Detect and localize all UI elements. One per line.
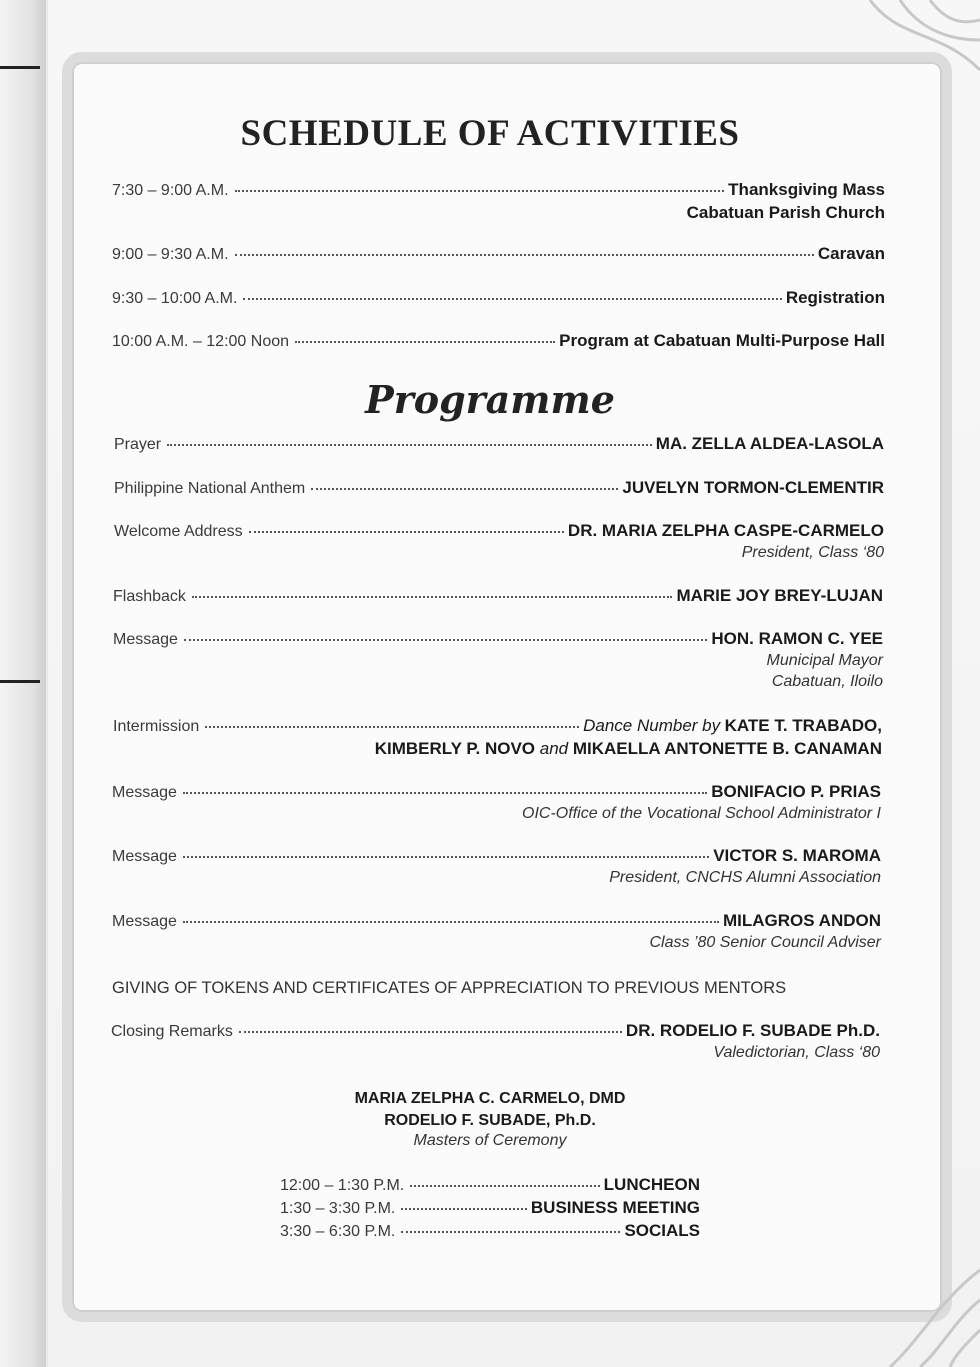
schedule-item <box>112 180 885 223</box>
leader-dots <box>311 488 618 490</box>
person-role: Cabatuan, Iloilo <box>771 673 883 690</box>
person-name: MARIE JOY BREY-LUJAN <box>676 586 883 605</box>
activity-detail: Cabatuan Parish Church <box>686 203 885 222</box>
tokens-line: GIVING OF TOKENS AND CERTIFICATES OF APPRECIATION TO PREVIOUS MENTORS <box>112 979 787 997</box>
leader-dots <box>239 1031 622 1033</box>
schedule-item <box>112 331 885 351</box>
person-name: KIMBERLY P. NOVO <box>374 739 536 758</box>
programme-heading: Programme <box>365 377 615 422</box>
person-name: BONIFACIO P. PRIAS <box>711 782 881 801</box>
part-label: Welcome Address <box>114 523 243 540</box>
time-label: 10:00 A.M. – 12:00 Noon <box>112 333 290 350</box>
person-name: DR. RODELIO F. SUBADE Ph.D. <box>625 1021 880 1040</box>
leader-dots <box>183 921 719 923</box>
programme-item <box>113 716 882 759</box>
person-name: MIKAELLA ANTONETTE B. CANAMAN <box>572 739 882 758</box>
mc-name: RODELIO F. SUBADE, Ph.D. <box>384 1112 596 1129</box>
leader-dots <box>167 444 652 446</box>
corner-swirl-icon <box>860 0 980 110</box>
person-name: JUVELYN TORMON-CLEMENTIR <box>622 478 884 497</box>
spine-mark <box>0 680 40 683</box>
person-name: MA. ZELLA ALDEA-LASOLA <box>655 434 884 453</box>
masters-of-ceremony <box>0 1088 980 1150</box>
activity-name: Caravan <box>817 244 885 263</box>
leader-dots <box>249 531 564 533</box>
closing-item <box>111 1021 880 1062</box>
person-name: MILAGROS ANDON <box>722 911 881 930</box>
activity-name: Registration <box>785 288 885 307</box>
person-role: Class ’80 Senior Council Adviser <box>649 934 881 951</box>
programme-item <box>112 782 881 823</box>
person-role: President, CNCHS Alumni Association <box>609 869 881 886</box>
performance-type: Dance Number by <box>583 716 721 735</box>
schedule-item <box>112 244 885 264</box>
leader-dots <box>401 1231 620 1233</box>
part-label: Message <box>113 631 178 648</box>
part-label: Flashback <box>113 588 186 605</box>
activity-name: Thanksgiving Mass <box>728 180 885 199</box>
programme-item <box>112 846 881 887</box>
leader-dots <box>183 856 709 858</box>
person-name: VICTOR S. MAROMA <box>713 846 881 865</box>
person-role: Municipal Mayor <box>766 652 883 669</box>
page-title: SCHEDULE OF ACTIVITIES <box>240 113 740 154</box>
leader-dots <box>295 341 555 343</box>
book-spine <box>0 0 46 1367</box>
conjunction: and <box>539 739 569 758</box>
person-role: OIC-Office of the Vocational School Administrator I <box>522 805 881 822</box>
corner-swirl-icon <box>860 1250 980 1367</box>
leader-dots <box>205 726 579 728</box>
part-label: Closing Remarks <box>111 1023 233 1040</box>
programme-item <box>114 478 884 498</box>
person-name: DR. MARIA ZELPHA CASPE-CARMELO <box>567 521 884 540</box>
part-label: Intermission <box>113 718 200 735</box>
time-label: 7:30 – 9:00 A.M. <box>112 182 229 199</box>
activity-name: LUNCHEON <box>603 1175 700 1194</box>
part-label: Message <box>112 784 177 801</box>
activity-name: SOCIALS <box>624 1221 700 1240</box>
schedule-item <box>112 288 885 308</box>
part-label: Message <box>112 913 177 930</box>
activity-name: Program at Cabatuan Multi-Purpose Hall <box>559 331 885 350</box>
leader-dots <box>401 1208 527 1210</box>
person-role: Valedictorian, Class ‘80 <box>713 1044 880 1061</box>
part-label: Prayer <box>114 436 162 453</box>
programme-item <box>114 434 884 454</box>
activity-name: BUSINESS MEETING <box>530 1198 700 1217</box>
leader-dots <box>183 792 707 794</box>
afternoon-schedule <box>280 1174 700 1243</box>
person-name: KATE T. TRABADO, <box>724 716 882 735</box>
programme-item <box>113 586 883 606</box>
leader-dots <box>235 254 814 256</box>
leader-dots <box>235 190 725 192</box>
time-label: 3:30 – 6:30 P.M. <box>280 1223 396 1240</box>
leader-dots <box>184 639 707 641</box>
person-role: President, Class ‘80 <box>741 544 884 561</box>
time-label: 9:00 – 9:30 A.M. <box>112 246 229 263</box>
time-label: 9:30 – 10:00 A.M. <box>112 290 238 307</box>
mc-name: MARIA ZELPHA C. CARMELO, DMD <box>354 1090 626 1107</box>
part-label: Message <box>112 848 177 865</box>
leader-dots <box>410 1185 599 1187</box>
programme-item <box>112 911 881 952</box>
spine-mark <box>0 66 40 69</box>
time-label: 12:00 – 1:30 P.M. <box>280 1177 405 1194</box>
part-label: Philippine National Anthem <box>114 480 306 497</box>
person-name: HON. RAMON C. YEE <box>711 629 883 648</box>
leader-dots <box>243 298 781 300</box>
programme-item <box>113 629 883 691</box>
leader-dots <box>192 596 673 598</box>
mc-role: Masters of Ceremony <box>413 1132 567 1149</box>
time-label: 1:30 – 3:30 P.M. <box>280 1200 396 1217</box>
programme-item <box>114 521 884 562</box>
